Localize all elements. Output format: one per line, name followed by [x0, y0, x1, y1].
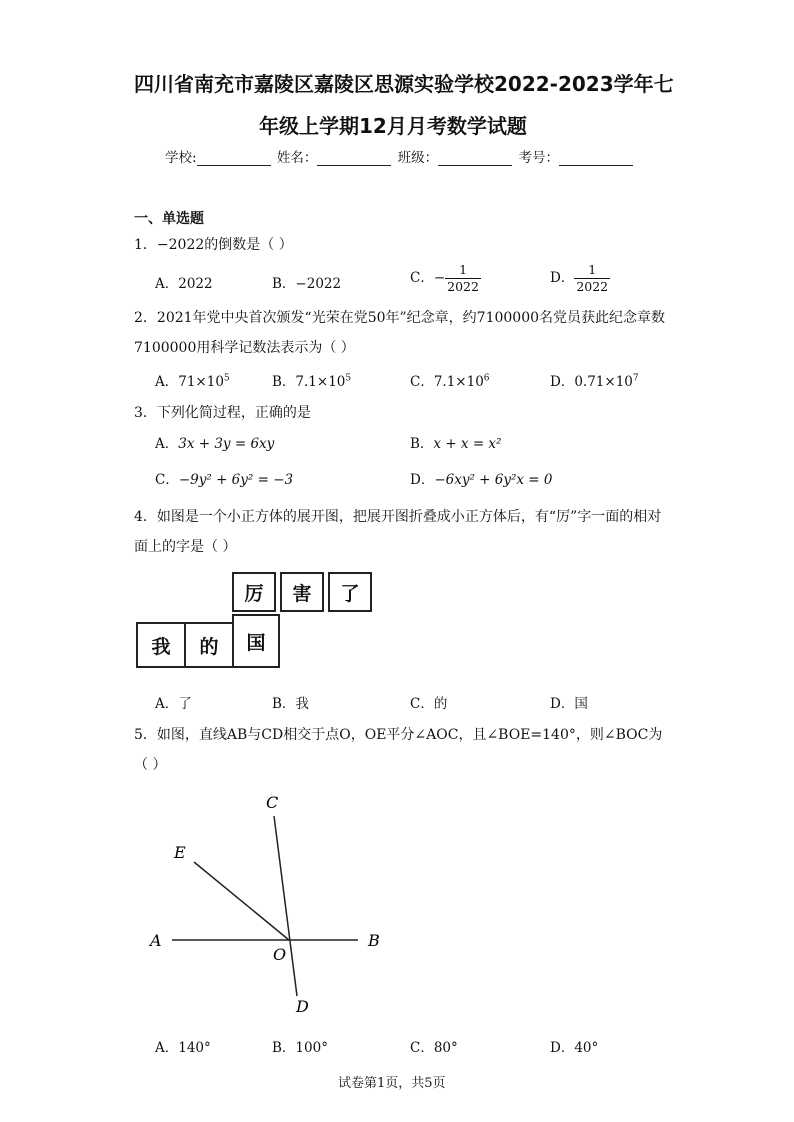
q1-option-c-fraction [445, 262, 481, 295]
cube-net-figure [134, 570, 380, 672]
q2-stem-line-1: 2．2021年党中央首次颁发“光荣在党50年”纪念章，约7100000名党员获此纪念章数 [134, 310, 666, 326]
line-cd [274, 816, 297, 996]
option-expression: x + x = x² [433, 436, 502, 452]
q5-option-d: D．40° [550, 1040, 599, 1056]
option-expression: −9y² + 6y² = −3 [178, 472, 294, 488]
name-label: 姓名： [276, 150, 318, 166]
student-info-line [165, 146, 635, 166]
fraction-denominator: 2022 [576, 279, 609, 294]
name-blank [317, 151, 391, 166]
q2-option-b-exponent: 5 [345, 373, 352, 384]
option-label: C． [155, 472, 179, 488]
fraction-numerator: 1 [574, 262, 610, 279]
title-line-2: 年级上学期12月月考数学试题 [259, 114, 527, 138]
q2-option-d-text: D．0.71×10 [550, 374, 633, 390]
q2-option-c [410, 370, 490, 390]
q5-option-b: B．100° [272, 1040, 328, 1056]
q1-option-a: A．2022 [155, 276, 213, 292]
q4-option-d: D．国 [550, 696, 588, 712]
intersecting-lines-figure [140, 790, 400, 1030]
page-footer: 试卷第1页，共5页 [338, 1076, 446, 1091]
q3-option-c [155, 468, 293, 488]
point-label-d: D [296, 997, 309, 1016]
q2-option-c-text: C．7.1×10 [410, 374, 484, 390]
q1-option-b: B．−2022 [272, 276, 342, 292]
q2-option-b-text: B．7.1×10 [272, 374, 346, 390]
q1-option-c [410, 262, 481, 295]
q4-stem-line-2: 面上的字是（ ） [134, 539, 237, 555]
fraction-numerator: 1 [445, 262, 481, 279]
q3-option-d [410, 468, 553, 488]
option-expression: −6xy² + 6y²x = 0 [434, 472, 553, 488]
q2-option-a [155, 370, 230, 390]
net-cell-top-2: 害 [280, 572, 324, 612]
q2-option-a-text: A．71×10 [155, 374, 224, 390]
q1-option-d [550, 262, 610, 295]
point-label-a: A [150, 931, 162, 950]
class-blank [438, 151, 512, 166]
title-line-1: 四川省南充市嘉陵区嘉陵区思源实验学校2022-2023学年七 [134, 72, 674, 96]
point-label-o: O [273, 945, 287, 964]
school-label: 学校: [165, 150, 197, 166]
q3-option-a [155, 432, 274, 452]
q4-option-c: C．的 [410, 696, 448, 712]
q5-option-c: C．80° [410, 1040, 458, 1056]
q2-option-c-exponent: 6 [483, 373, 490, 384]
option-label: D． [410, 472, 435, 488]
q1-option-c-prefix: C．− [410, 270, 446, 286]
point-label-c: C [266, 793, 279, 812]
q5-stem-line-2: （ ） [134, 757, 167, 773]
ray-oe [194, 862, 289, 940]
q2-option-d-exponent: 7 [632, 373, 639, 384]
point-label-e: E [174, 843, 186, 862]
number-label: 考号： [518, 150, 559, 166]
q2-option-b [272, 370, 351, 390]
option-label: B． [410, 436, 434, 452]
q1-stem: 1．−2022的倒数是（ ） [134, 237, 293, 253]
q3-stem: 3．下列化简过程，正确的是 [134, 405, 311, 421]
q3-option-b [410, 432, 501, 452]
q2-option-a-exponent: 5 [223, 373, 230, 384]
net-cell-top-3: 了 [328, 572, 372, 612]
q1-option-d-fraction [574, 262, 610, 295]
q2-stem-line-2: 7100000用科学记数法表示为（ ） [134, 340, 355, 356]
net-cell-bottom-3: 国 [232, 614, 280, 668]
class-label: 班级： [397, 150, 439, 166]
q5-stem-line-1: 5．如图，直线AB与CD相交于点O，OE平分∠AOC，且∠BOE=140°，则∠BOC为 [134, 727, 663, 743]
q1-option-d-prefix: D． [550, 270, 575, 286]
net-cell-bottom-1: 我 [136, 622, 186, 668]
fraction-denominator: 2022 [447, 279, 479, 294]
q4-option-a: A．了 [155, 696, 192, 712]
school-blank [197, 151, 271, 166]
q4-option-b: B．我 [272, 696, 309, 712]
number-blank [559, 151, 633, 166]
option-expression: 3x + 3y = 6xy [178, 436, 275, 452]
q2-option-d [550, 370, 639, 390]
q4-stem-line-1: 4．如图是一个小正方体的展开图，把展开图折叠成小正方体后，有“厉”字一面的相对 [134, 509, 662, 525]
net-cell-top-1: 厉 [232, 572, 276, 612]
option-label: A． [155, 436, 179, 452]
section-title: 一、单选题 [134, 211, 204, 227]
q5-option-a: A．140° [155, 1040, 211, 1056]
net-cell-bottom-2: 的 [184, 622, 234, 668]
point-label-b: B [368, 931, 380, 950]
